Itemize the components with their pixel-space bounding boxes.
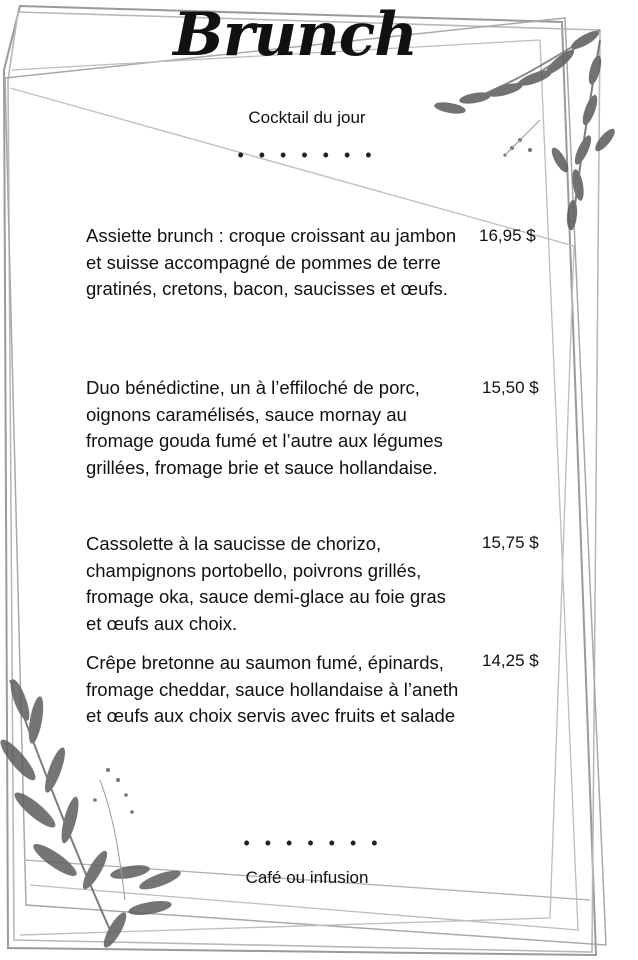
top-note: Cocktail du jour (248, 108, 366, 127)
menu-item-3-description: Cassolette à la saucisse de chorizo, champignons portobello, poivrons grillés, fromage oka, sauce demi-glace au foie gras et œufs aux choix. (86, 533, 446, 634)
menu-item-4-price: 14,25 $ (482, 651, 539, 670)
menu-item-1-price: 16,95 $ (479, 226, 536, 245)
menu-item-4-description: Crêpe bretonne au saumon fumé, épinards, fromage cheddar, sauce hollandaise à l’aneth et œufs aux choix servis avec fruits et salade (86, 652, 459, 726)
menu-item-1-description: Assiette brunch : croque croissant au jambon et suisse accompagné de pommes de terre gratinés, cretons, bacon, saucisses et œufs. (86, 225, 457, 299)
menu-item-2-description: Duo bénédictine, un à l’effiloché de porc, oignons caramélisés, sauce mornay au fromage gouda fumé et l’autre aux légumes grillées, fromage brie et sauce hollandaise. (86, 377, 443, 478)
top-separator: • • • • • • • (237, 145, 377, 165)
menu-item-2-price: 15,50 $ (482, 378, 539, 397)
menu-title: Brunch (173, 0, 417, 70)
bottom-note: Café ou infusion (245, 868, 369, 887)
bottom-separator: • • • • • • • (243, 833, 383, 853)
menu-item-3-price: 15,75 $ (482, 533, 539, 552)
